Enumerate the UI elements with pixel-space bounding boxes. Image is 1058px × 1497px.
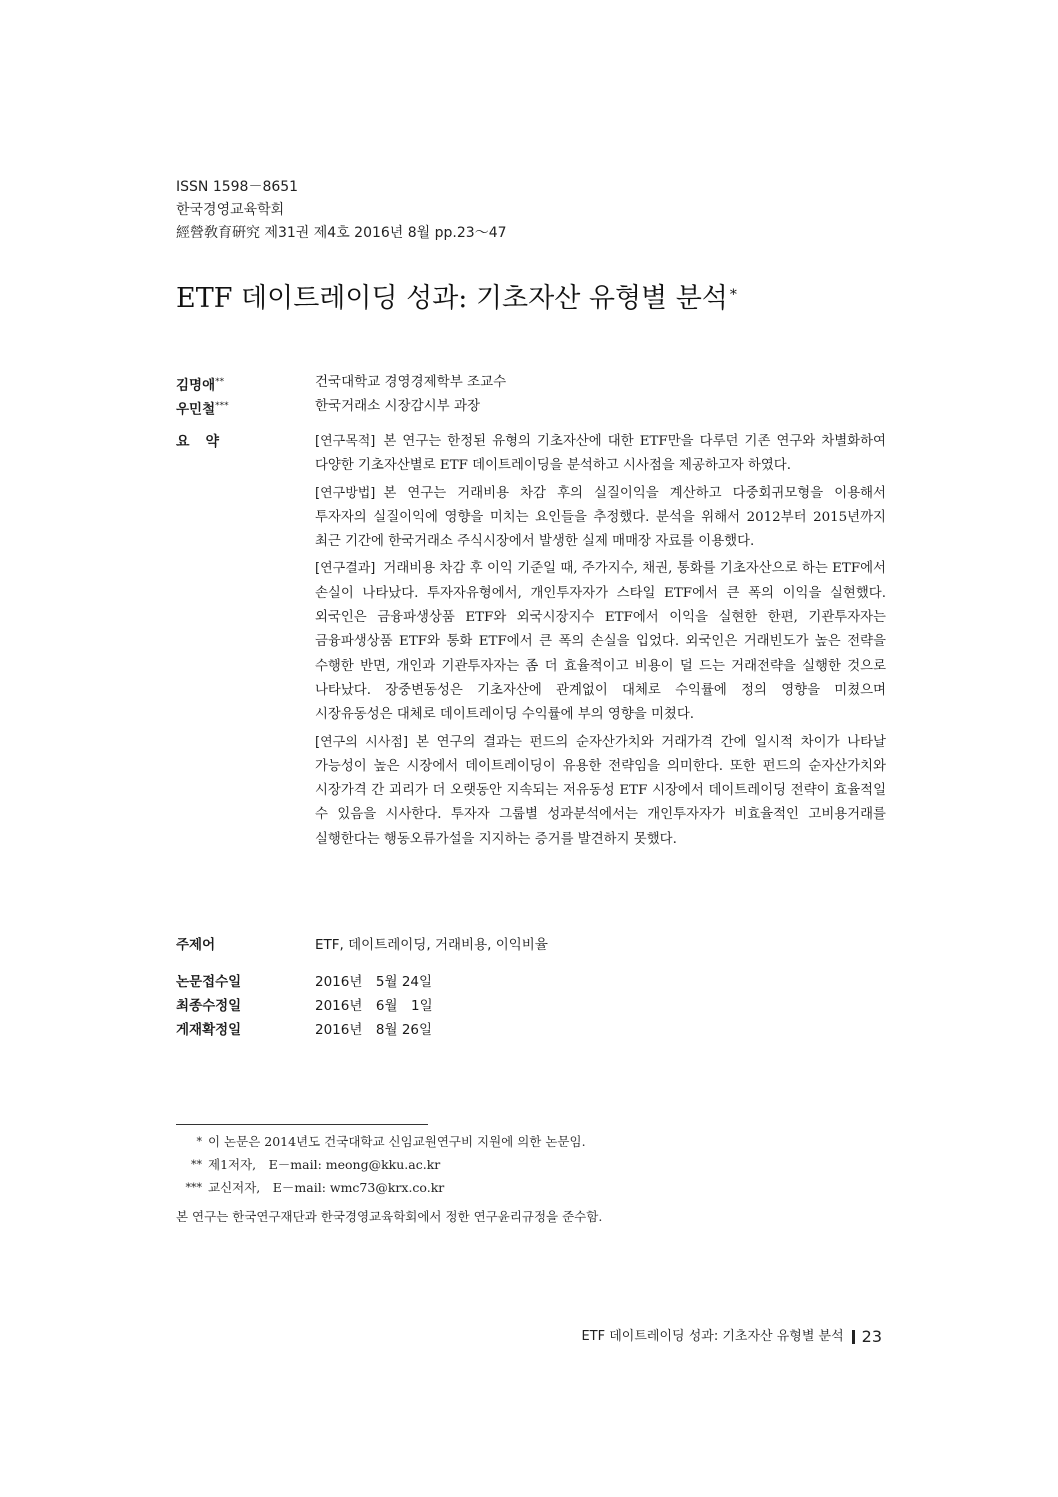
society-name: 한국경영교육학회 xyxy=(176,202,285,218)
author-row xyxy=(176,394,506,418)
footnote-mark: * xyxy=(196,1135,202,1148)
paper-title xyxy=(176,282,737,320)
page-number: 23 xyxy=(861,1327,882,1346)
footnote-mark: *** xyxy=(185,1181,202,1194)
date-row xyxy=(176,994,433,1018)
footnote xyxy=(176,1130,602,1153)
author-affiliation: 한국거래소 시장감시부 과장 xyxy=(315,398,481,414)
abstract-label: 요약 xyxy=(176,434,236,450)
author-name: 우민철*** xyxy=(176,401,229,418)
author-list xyxy=(176,370,506,418)
paper-title-text: ETF 데이트레이딩 성과: 기초자산 유형별 분석 xyxy=(176,283,728,314)
date-row xyxy=(176,1018,433,1042)
footnote-text: 제1저자, E－mail: meong@kku.ac.kr xyxy=(208,1157,441,1172)
keywords-label: 주제어 xyxy=(176,937,216,953)
abstract-body xyxy=(315,430,886,855)
manuscript-dates xyxy=(176,970,433,1042)
title-footnote-mark: * xyxy=(729,287,737,303)
footnote-mark: ** xyxy=(191,1158,202,1171)
author-name: 김명애** xyxy=(176,377,225,394)
date-value: 2016년 5월 24일 xyxy=(315,974,433,990)
footnote-text: 이 논문은 2014년도 건국대학교 신임교원연구비 지원에 의한 논문임. xyxy=(208,1134,586,1149)
abstract-section-tag: [연구의 시사점] xyxy=(315,734,409,750)
footnote-text: 교신저자, E－mail: wmc73@krx.co.kr xyxy=(208,1180,445,1195)
abstract-section-tag: [연구목적] xyxy=(315,434,376,449)
author-footnote-mark: ** xyxy=(215,377,225,387)
ethics-statement: 본 연구는 한국연구재단과 한국경영교육학회에서 정한 연구윤리규정을 준수함. xyxy=(176,1209,603,1224)
abstract-section-text: 본 연구의 결과는 펀드의 순자산가치와 거래가격 간에 일시적 차이가 나타날 가능성이 높은 시장에서 데이트레이딩이 유용한 전략임을 의미한다. 또한 펀드의 순자산가치와 시장가격 간 괴리가 더 오랫동안 지속되는 저유동성 ETF 시장에서 데이트레이딩 전략이 효율적일 수 있음을 시사한다. 투자자 그룹별 성과분석에서는 개인투자자가 비효율적인 고비용거래를 실행한다는 행동오류가설을 지지하는 증거를 발견하지 못했다. xyxy=(315,734,886,847)
keywords xyxy=(176,933,548,957)
date-row xyxy=(176,970,433,994)
footnotes xyxy=(176,1130,602,1228)
author-row xyxy=(176,370,506,394)
abstract-section xyxy=(315,430,886,479)
abstract-section-tag: [연구방법] xyxy=(315,485,376,501)
date-value: 2016년 8월 26일 xyxy=(315,1022,433,1038)
abstract-section-text: 본 연구는 한정된 유형의 기초자산에 대한 ETF만을 다루던 기존 연구와 차별화하여 다양한 기초자산별로 ETF 데이트레이딩을 분석하고 시사점을 제공하고자 하였다. xyxy=(315,434,886,474)
date-value: 2016년 6월 1일 xyxy=(315,998,433,1014)
author-affiliation: 건국대학교 경영경제학부 조교수 xyxy=(315,374,507,390)
abstract xyxy=(176,430,886,855)
journal-info xyxy=(176,176,507,245)
footnote xyxy=(176,1176,602,1199)
abstract-section-text: 본 연구는 거래비용 차감 후의 실질이익을 계산하고 다중회귀모형을 이용해서 투자자의 실질이익에 영향을 미치는 요인들을 추정했다. 분석을 위해서 2012부터 2015년까지 최근 기간에 한국거래소 주식시장에서 발생한 실제 매매장 자료를 이용했다. xyxy=(315,485,886,550)
footnote xyxy=(176,1153,602,1176)
footnote-divider xyxy=(176,1124,428,1125)
date-label: 최종수정일 xyxy=(176,998,242,1014)
issn: ISSN 1598－8651 xyxy=(176,179,299,195)
author-footnote-mark: *** xyxy=(215,401,229,411)
keywords-value: ETF, 데이트레이딩, 거래비용, 이익비율 xyxy=(315,937,548,953)
abstract-section xyxy=(315,482,886,555)
separator-bar xyxy=(852,1330,855,1344)
abstract-section-text: 거래비용 차감 후 이익 기준일 때, 주가지수, 채권, 통화를 기초자산으로 하는 ETF에서 손실이 나타났다. 투자자유형에서, 개인투자자가 스타일 ETF에서 큰 폭의 이익을 실현했다. 외국인은 금융파생상품 ETF와 외국시장지수 ETF에서 이익을 실현한 한편, 기관투자자는 금융파생상품 ETF와 통화 ETF에서 큰 폭의 손실을 입었다. 외국인은 거래빈도가 높은 전략을 수행한 반면, 개인과 기관투자자는 좀 더 효율적이고 비용이 덜 드는 거래전략을 실행한 것으로 나타났다. 장중변동성은 기초자산에 관계없이 대체로 수익률에 정의 영향을 미쳤으며 시장유동성은 대체로 데이트레이딩 수익률에 부의 영향을 미쳤다. xyxy=(315,561,886,723)
abstract-section xyxy=(315,557,886,727)
running-title: ETF 데이트레이딩 성과: 기초자산 유형별 분석 xyxy=(581,1329,844,1344)
date-label: 게재확정일 xyxy=(176,1022,242,1038)
running-header xyxy=(581,1326,882,1348)
journal-citation: 經營敎育硏究 제31권 제4호 2016년 8월 pp.23～47 xyxy=(176,225,507,241)
date-label: 논문접수일 xyxy=(176,974,242,990)
abstract-section xyxy=(315,731,886,852)
abstract-section-tag: [연구결과] xyxy=(315,561,376,577)
